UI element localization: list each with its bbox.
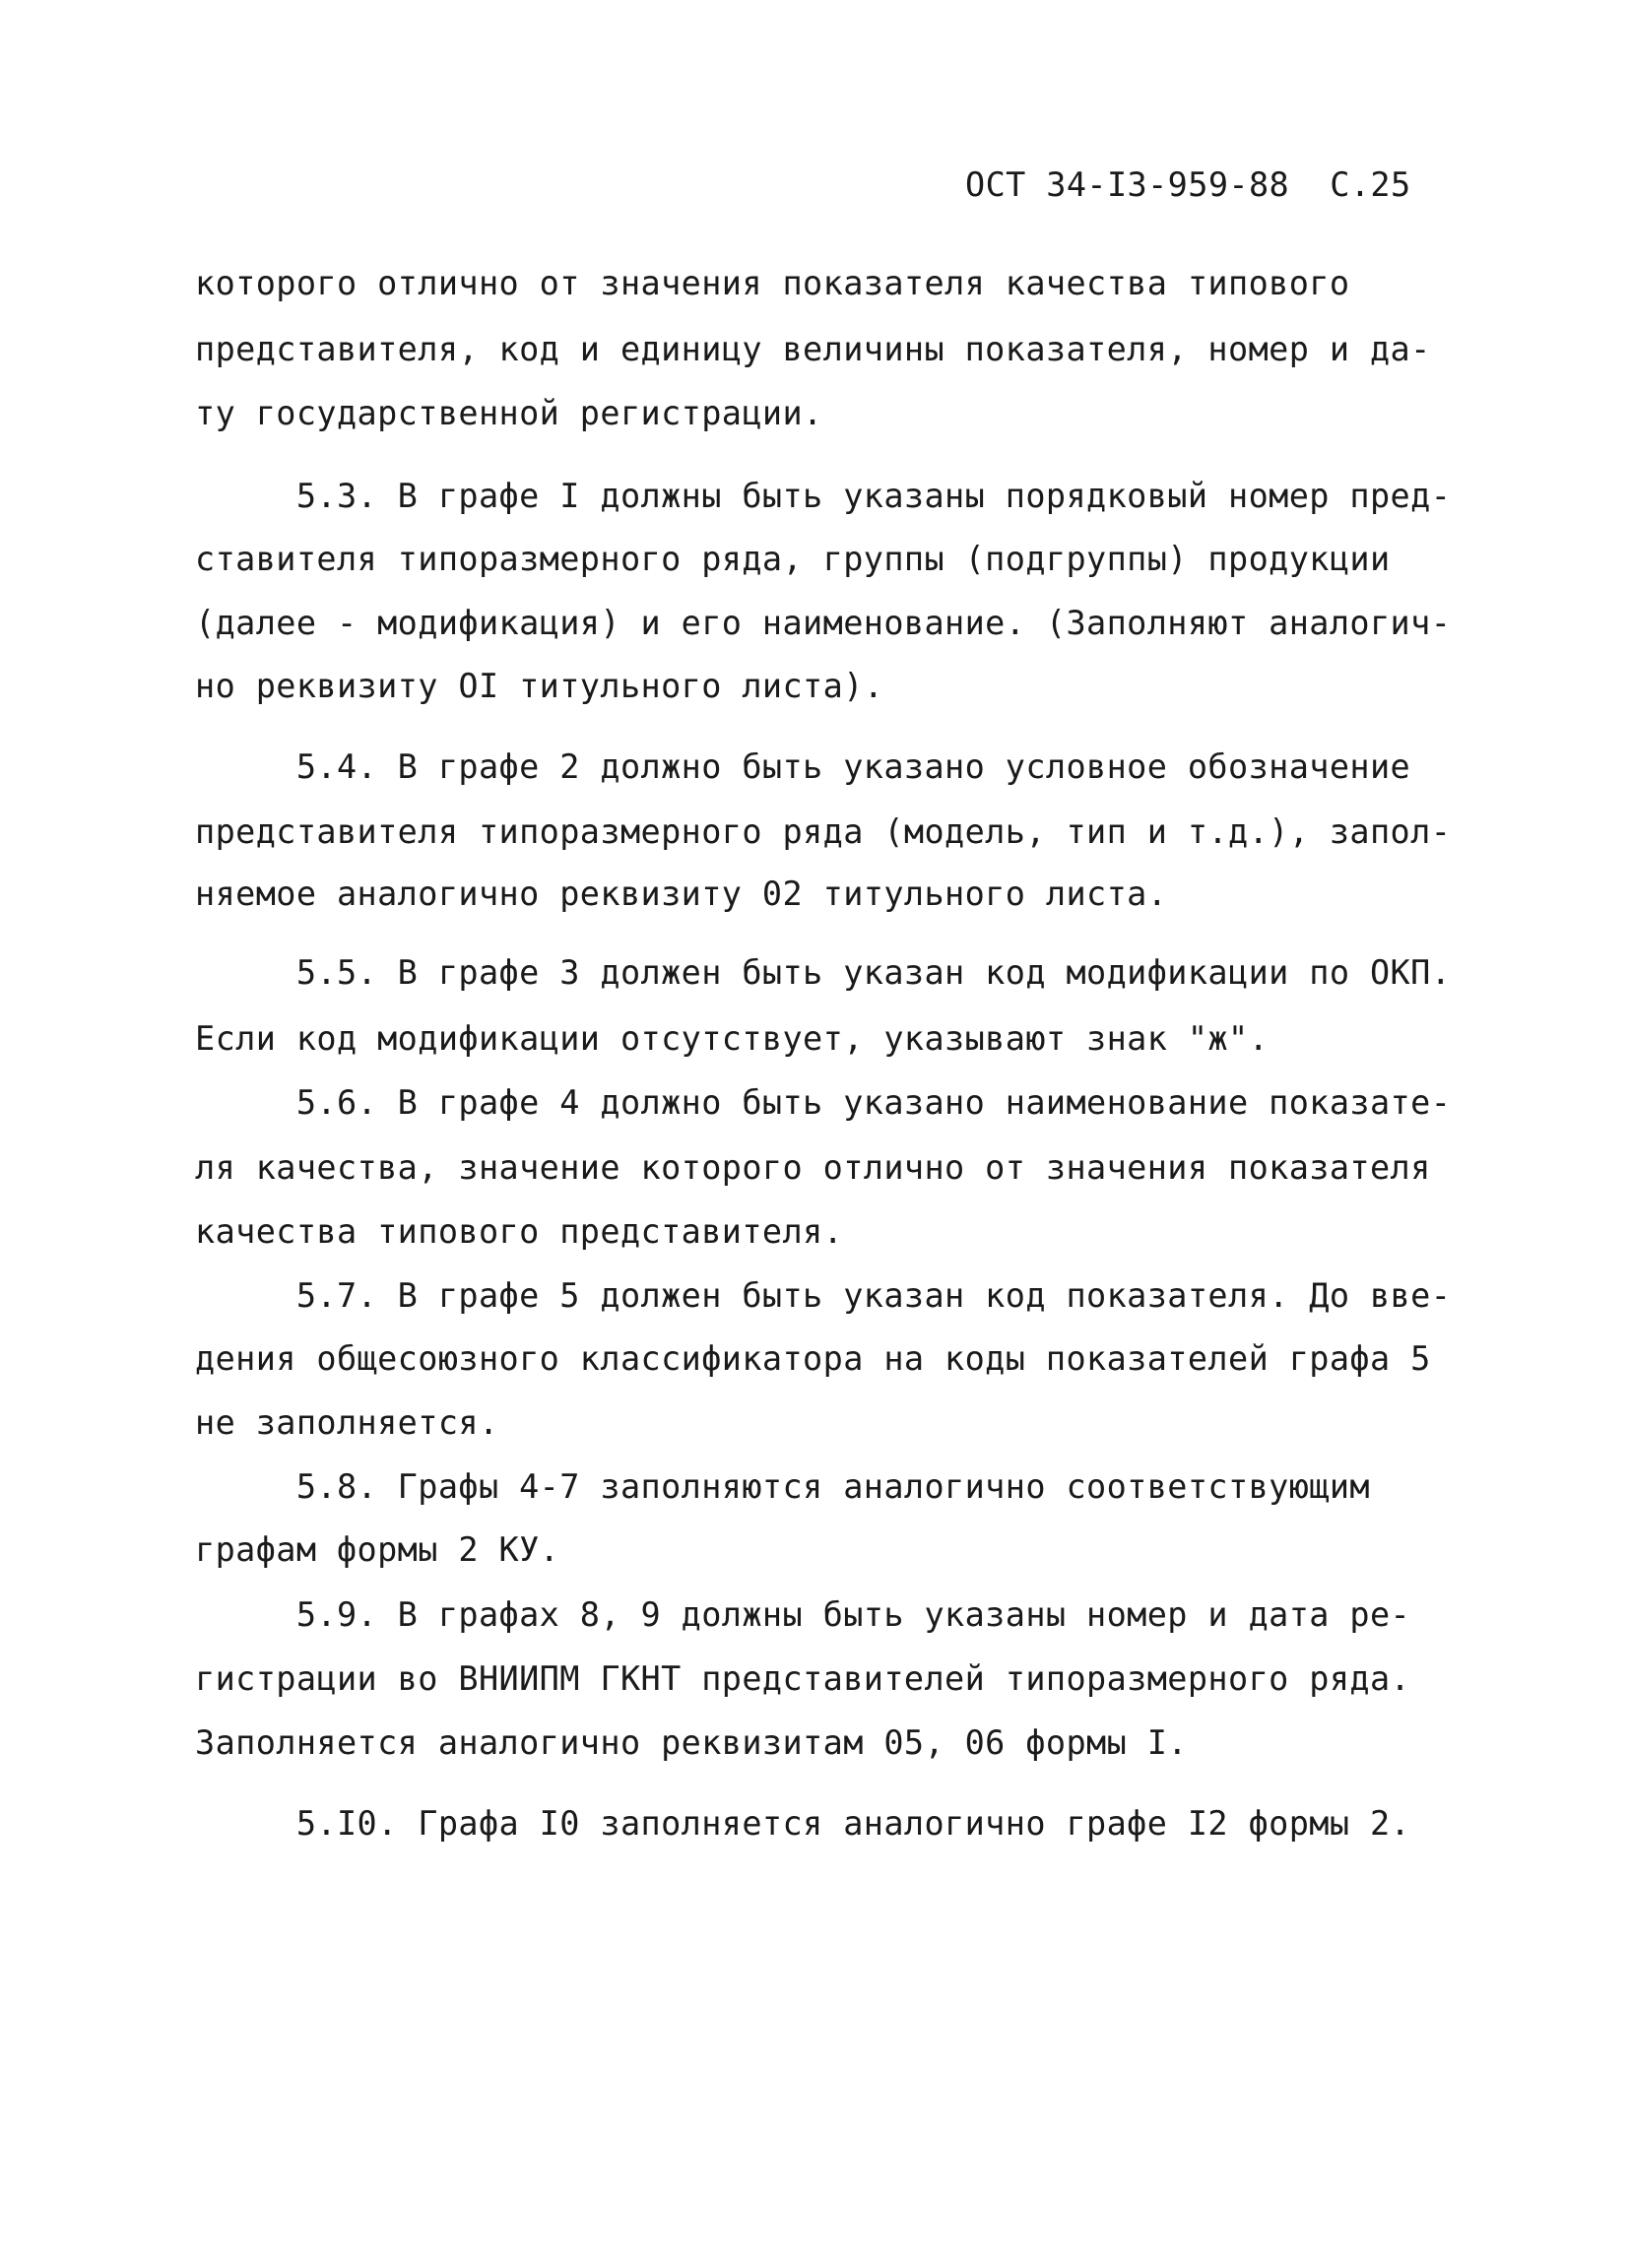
text-line: дения общесоюзного классификатора на коды показателей графа 5 xyxy=(195,1339,1431,1378)
text-line: 5.8. Графы 4-7 заполняются аналогично соответствующим xyxy=(195,1467,1370,1506)
text-line: 5.6. В графе 4 должно быть указано наименование показате- xyxy=(195,1083,1452,1122)
text-line: 5.4. В графе 2 должно быть указано условное обозначение xyxy=(195,747,1411,786)
text-line: 5.7. В графе 5 должен быть указан код показателя. До вве- xyxy=(195,1276,1452,1315)
text-line: Если код модификации отсутствует, указывают знак "ж". xyxy=(195,1019,1270,1058)
text-line: 5.5. В графе 3 должен быть указан код модификации по ОКП. xyxy=(195,953,1452,992)
text-line: няемое аналогично реквизиту 02 титульного листа. xyxy=(195,875,1168,913)
text-line: ту государственной регистрации. xyxy=(195,394,823,432)
text-line: 5.9. В графах 8, 9 должны быть указаны номер и дата ре- xyxy=(195,1595,1411,1634)
text-line: представителя типоразмерного ряда (модель, тип и т.д.), запол- xyxy=(195,812,1452,851)
page-header xyxy=(965,165,1411,204)
page-number: С.25 xyxy=(1330,165,1411,204)
text-line: ля качества, значение которого отлично от значения показателя xyxy=(195,1148,1431,1187)
text-line: ставителя типоразмерного ряда, группы (подгруппы) продукции xyxy=(195,540,1391,578)
text-line: качества типового представителя. xyxy=(195,1212,844,1251)
text-line: которого отлично от значения показателя качества типового xyxy=(195,264,1350,302)
text-line: (далее - модификация) и его наименование. (Заполняют аналогич- xyxy=(195,604,1452,642)
text-line: гистрации во ВНИИПМ ГКНТ представителей типоразмерного ряда. xyxy=(195,1659,1411,1698)
text-line: не заполняется. xyxy=(195,1403,499,1442)
text-line: Заполняется аналогично реквизитам 05, 06 формы I. xyxy=(195,1723,1188,1762)
document-code: ОСТ 34-I3-959-88 xyxy=(965,165,1290,204)
text-line: графам формы 2 КУ. xyxy=(195,1530,560,1569)
text-line: 5.3. В графе I должны быть указаны порядковый номер пред- xyxy=(195,477,1452,515)
text-line: 5.I0. Графа I0 заполняется аналогично графе I2 формы 2. xyxy=(195,1804,1411,1843)
text-line: но реквизиту OI титульного листа). xyxy=(195,667,884,705)
text-line: представителя, код и единицу величины показателя, номер и да- xyxy=(195,330,1431,368)
